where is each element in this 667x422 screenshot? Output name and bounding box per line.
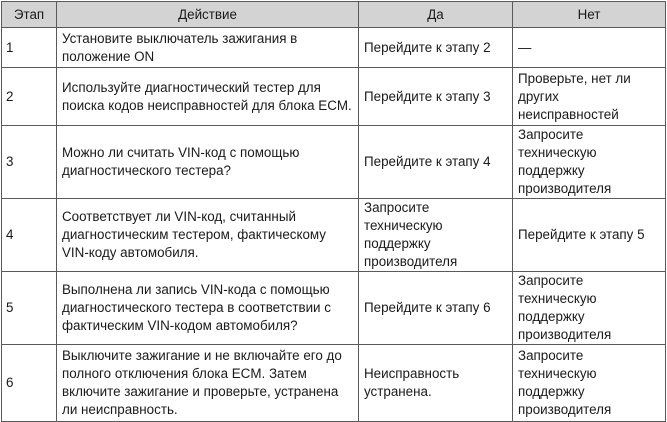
yes-cell: Перейдите к этапу 6 [359,272,513,345]
step-cell: 5 [2,272,57,345]
table-row [2,345,666,422]
table-row [2,68,666,126]
action-cell: Установите выключатель зажигания в положение ON [57,28,359,68]
action-cell: Выполнена ли запись VIN-кода с помощью диагностического тестера в соответствии с фактическим VIN-кодом автомобиля? [57,272,359,345]
action-cell: Используйте диагностический тестер для поиска кодов неисправностей для блока ECM. [57,68,359,126]
no-cell: Запросите техническую поддержку производителя [513,345,666,422]
yes-cell: Неисправность устранена. [359,345,513,422]
step-cell: 4 [2,199,57,272]
header-row [2,2,666,28]
header-yes: Да [359,2,513,28]
yes-cell: Перейдите к этапу 4 [359,126,513,199]
table-row [2,199,666,272]
table-row [2,126,666,199]
action-cell: Можно ли считать VIN-код с помощью диагностического тестера? [57,126,359,199]
header-action: Действие [57,2,359,28]
action-cell: Соответствует ли VIN-код, считанный диагностическим тестером, фактическому VIN-коду автомобиля. [57,199,359,272]
no-cell: Проверьте, нет ли других неисправностей [513,68,666,126]
step-cell: 3 [2,126,57,199]
diagnostic-steps-table [1,1,666,422]
step-cell: 1 [2,28,57,68]
header-step: Этап [2,2,57,28]
no-cell: Запросите техническую поддержку производителя [513,272,666,345]
yes-cell: Запросите техническую поддержку производителя [359,199,513,272]
yes-cell: Перейдите к этапу 2 [359,28,513,68]
step-cell: 2 [2,68,57,126]
no-cell: Перейдите к этапу 5 [513,199,666,272]
yes-cell: Перейдите к этапу 3 [359,68,513,126]
table-row [2,28,666,68]
no-cell: Запросите техническую поддержку производителя [513,126,666,199]
no-cell: — [513,28,666,68]
action-cell: Выключите зажигание и не включайте его до полного отключения блока ECM. Затем включите зажигание и проверьте, устранена ли неисправность. [57,345,359,422]
table-row [2,272,666,345]
header-no: Нет [513,2,666,28]
step-cell: 6 [2,345,57,422]
